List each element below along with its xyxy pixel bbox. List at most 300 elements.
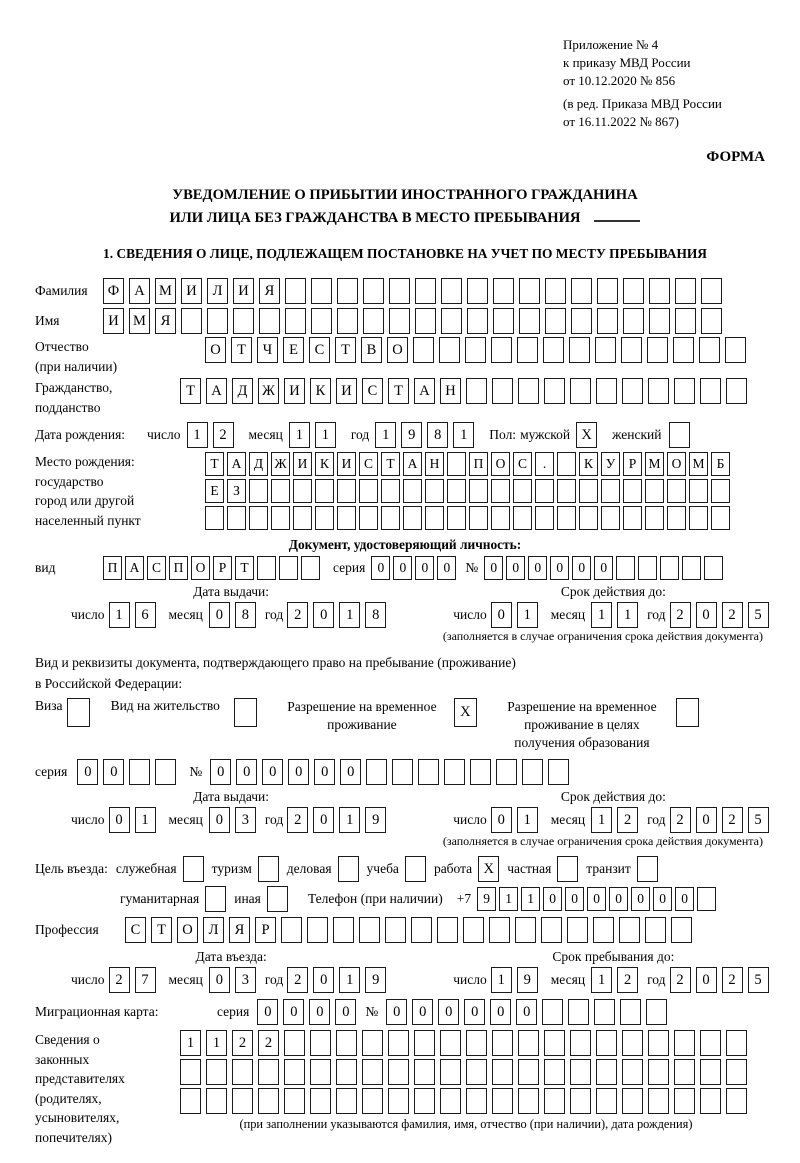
char-box[interactable]: Я xyxy=(155,308,176,334)
char-box[interactable]: С xyxy=(359,452,378,476)
char-box[interactable] xyxy=(359,479,378,503)
char-box[interactable] xyxy=(674,378,695,404)
char-box[interactable]: 0 xyxy=(412,999,433,1025)
char-box[interactable] xyxy=(596,1030,617,1056)
char-box[interactable] xyxy=(181,308,202,334)
char-box[interactable] xyxy=(271,506,290,530)
char-box[interactable] xyxy=(444,759,465,785)
char-box[interactable] xyxy=(447,479,466,503)
char-box[interactable] xyxy=(700,1030,721,1056)
char-box[interactable] xyxy=(557,479,576,503)
char-box[interactable] xyxy=(465,337,486,363)
char-box[interactable]: Т xyxy=(235,556,254,580)
char-box[interactable] xyxy=(579,479,598,503)
char-box[interactable] xyxy=(284,1059,305,1085)
char-box[interactable]: М xyxy=(155,278,176,304)
char-box[interactable] xyxy=(557,856,578,882)
char-box[interactable]: 1 xyxy=(521,887,540,911)
char-box[interactable] xyxy=(366,759,387,785)
char-box[interactable]: В xyxy=(361,337,382,363)
char-box[interactable] xyxy=(258,1059,279,1085)
char-box[interactable]: 1 xyxy=(135,807,156,833)
char-box[interactable] xyxy=(337,506,356,530)
char-box[interactable] xyxy=(415,278,436,304)
char-box[interactable]: 1 xyxy=(591,602,612,628)
char-box[interactable] xyxy=(440,1030,461,1056)
char-box[interactable] xyxy=(227,506,246,530)
char-box[interactable] xyxy=(232,1088,253,1114)
char-box[interactable] xyxy=(518,1030,539,1056)
char-box[interactable] xyxy=(338,856,359,882)
char-box[interactable] xyxy=(726,1059,747,1085)
char-box[interactable] xyxy=(403,479,422,503)
char-box[interactable]: П xyxy=(169,556,188,580)
char-box[interactable]: К xyxy=(310,378,331,404)
char-box[interactable] xyxy=(363,278,384,304)
char-box[interactable]: 0 xyxy=(314,759,335,785)
char-box[interactable]: 0 xyxy=(109,807,130,833)
char-box[interactable] xyxy=(466,1030,487,1056)
char-box[interactable]: 0 xyxy=(675,887,694,911)
char-box[interactable]: А xyxy=(414,378,435,404)
char-box[interactable] xyxy=(648,1030,669,1056)
char-box[interactable] xyxy=(648,1088,669,1114)
char-box[interactable]: 1 xyxy=(109,602,130,628)
char-box[interactable] xyxy=(492,1030,513,1056)
char-box[interactable] xyxy=(544,378,565,404)
char-box[interactable] xyxy=(337,479,356,503)
char-box[interactable] xyxy=(67,698,90,727)
char-box[interactable]: 1 xyxy=(453,422,474,448)
char-box[interactable]: И xyxy=(337,452,356,476)
char-box[interactable] xyxy=(381,506,400,530)
char-box[interactable]: 0 xyxy=(572,556,591,580)
char-box[interactable] xyxy=(660,556,679,580)
char-box[interactable] xyxy=(645,506,664,530)
char-box[interactable] xyxy=(441,278,462,304)
char-box[interactable] xyxy=(515,917,536,943)
char-box[interactable]: 0 xyxy=(210,759,231,785)
char-box[interactable]: 0 xyxy=(262,759,283,785)
char-box[interactable] xyxy=(697,887,716,911)
char-box[interactable] xyxy=(675,308,696,334)
char-box[interactable]: 1 xyxy=(315,422,336,448)
char-box[interactable] xyxy=(622,1059,643,1085)
char-box[interactable] xyxy=(385,917,406,943)
char-box[interactable]: 2 xyxy=(258,1030,279,1056)
char-box[interactable] xyxy=(545,278,566,304)
char-box[interactable] xyxy=(415,308,436,334)
char-box[interactable]: Ф xyxy=(103,278,124,304)
char-box[interactable]: 2 xyxy=(287,967,308,993)
char-box[interactable] xyxy=(180,1088,201,1114)
char-box[interactable] xyxy=(518,378,539,404)
char-box[interactable]: А xyxy=(125,556,144,580)
char-box[interactable]: . xyxy=(535,452,554,476)
char-box[interactable]: Е xyxy=(283,337,304,363)
char-box[interactable] xyxy=(281,917,302,943)
char-box[interactable]: Ж xyxy=(258,378,279,404)
char-box[interactable]: М xyxy=(129,308,150,334)
char-box[interactable]: 0 xyxy=(594,556,613,580)
char-box[interactable]: 0 xyxy=(77,759,98,785)
char-box[interactable] xyxy=(414,1088,435,1114)
char-box[interactable] xyxy=(596,1088,617,1114)
char-box[interactable]: 0 xyxy=(437,556,456,580)
char-box[interactable]: 2 xyxy=(722,967,743,993)
char-box[interactable] xyxy=(593,917,614,943)
char-box[interactable]: 0 xyxy=(283,999,304,1025)
char-box[interactable]: 0 xyxy=(696,807,717,833)
char-box[interactable] xyxy=(518,1059,539,1085)
char-box[interactable] xyxy=(535,479,554,503)
char-box[interactable] xyxy=(315,506,334,530)
char-box[interactable] xyxy=(623,506,642,530)
char-box[interactable]: 0 xyxy=(464,999,485,1025)
char-box[interactable]: 9 xyxy=(517,967,538,993)
char-box[interactable] xyxy=(425,506,444,530)
char-box[interactable]: А xyxy=(206,378,227,404)
char-box[interactable]: 9 xyxy=(365,967,386,993)
char-box[interactable]: 0 xyxy=(371,556,390,580)
char-box[interactable]: 0 xyxy=(209,807,230,833)
char-box[interactable] xyxy=(544,1030,565,1056)
char-box[interactable] xyxy=(622,378,643,404)
char-box[interactable]: 9 xyxy=(365,807,386,833)
char-box[interactable] xyxy=(519,308,540,334)
char-box[interactable] xyxy=(623,308,644,334)
char-box[interactable]: С xyxy=(125,917,146,943)
char-box[interactable] xyxy=(700,1088,721,1114)
char-box[interactable] xyxy=(233,308,254,334)
char-box[interactable]: А xyxy=(129,278,150,304)
char-box[interactable]: 5 xyxy=(748,967,769,993)
char-box[interactable]: 1 xyxy=(339,967,360,993)
char-box[interactable]: 0 xyxy=(631,887,650,911)
char-box[interactable] xyxy=(513,479,532,503)
char-box[interactable] xyxy=(129,759,150,785)
char-box[interactable] xyxy=(389,278,410,304)
char-box[interactable]: М xyxy=(689,452,708,476)
char-box[interactable]: 0 xyxy=(565,887,584,911)
char-box[interactable]: 5 xyxy=(748,602,769,628)
char-box[interactable]: Я xyxy=(259,278,280,304)
char-box[interactable]: X xyxy=(454,698,477,727)
char-box[interactable] xyxy=(700,1059,721,1085)
char-box[interactable]: 0 xyxy=(491,602,512,628)
char-box[interactable]: 0 xyxy=(340,759,361,785)
char-box[interactable] xyxy=(205,506,224,530)
char-box[interactable] xyxy=(597,308,618,334)
char-box[interactable]: 0 xyxy=(393,556,412,580)
char-box[interactable] xyxy=(544,1059,565,1085)
char-box[interactable] xyxy=(619,917,640,943)
char-box[interactable]: С xyxy=(513,452,532,476)
char-box[interactable] xyxy=(359,917,380,943)
char-box[interactable] xyxy=(493,278,514,304)
char-box[interactable]: Б xyxy=(711,452,730,476)
char-box[interactable]: 3 xyxy=(235,967,256,993)
char-box[interactable] xyxy=(271,479,290,503)
char-box[interactable] xyxy=(557,452,576,476)
char-box[interactable]: О xyxy=(191,556,210,580)
char-box[interactable] xyxy=(285,308,306,334)
char-box[interactable]: 0 xyxy=(528,556,547,580)
char-box[interactable]: С xyxy=(362,378,383,404)
char-box[interactable] xyxy=(493,308,514,334)
char-box[interactable] xyxy=(336,1088,357,1114)
char-box[interactable] xyxy=(463,917,484,943)
char-box[interactable] xyxy=(667,506,686,530)
char-box[interactable] xyxy=(403,506,422,530)
char-box[interactable]: 0 xyxy=(543,887,562,911)
char-box[interactable] xyxy=(315,479,334,503)
char-box[interactable] xyxy=(711,506,730,530)
char-box[interactable] xyxy=(699,337,720,363)
char-box[interactable]: 2 xyxy=(232,1030,253,1056)
char-box[interactable] xyxy=(491,479,510,503)
char-box[interactable] xyxy=(569,337,590,363)
char-box[interactable] xyxy=(674,1088,695,1114)
char-box[interactable]: Т xyxy=(335,337,356,363)
char-box[interactable] xyxy=(249,506,268,530)
char-box[interactable] xyxy=(601,479,620,503)
char-box[interactable]: 0 xyxy=(484,556,503,580)
char-box[interactable] xyxy=(671,917,692,943)
char-box[interactable] xyxy=(310,1059,331,1085)
char-box[interactable]: 0 xyxy=(288,759,309,785)
char-box[interactable] xyxy=(646,999,667,1025)
char-box[interactable] xyxy=(207,308,228,334)
char-box[interactable]: И xyxy=(181,278,202,304)
char-box[interactable] xyxy=(648,1059,669,1085)
char-box[interactable] xyxy=(293,506,312,530)
char-box[interactable] xyxy=(567,917,588,943)
char-box[interactable] xyxy=(183,856,204,882)
char-box[interactable] xyxy=(645,479,664,503)
char-box[interactable]: 0 xyxy=(313,807,334,833)
char-box[interactable] xyxy=(570,1088,591,1114)
char-box[interactable] xyxy=(704,556,723,580)
char-box[interactable]: 1 xyxy=(517,807,538,833)
char-box[interactable] xyxy=(689,479,708,503)
char-box[interactable]: 2 xyxy=(287,602,308,628)
char-box[interactable] xyxy=(645,917,666,943)
char-box[interactable] xyxy=(466,1059,487,1085)
char-box[interactable] xyxy=(425,479,444,503)
char-box[interactable]: Н xyxy=(440,378,461,404)
char-box[interactable]: У xyxy=(601,452,620,476)
char-box[interactable]: 8 xyxy=(427,422,448,448)
char-box[interactable]: 8 xyxy=(235,602,256,628)
char-box[interactable] xyxy=(258,856,279,882)
char-box[interactable] xyxy=(285,278,306,304)
char-box[interactable] xyxy=(439,337,460,363)
char-box[interactable]: 1 xyxy=(517,602,538,628)
char-box[interactable]: 1 xyxy=(499,887,518,911)
char-box[interactable]: 0 xyxy=(653,887,672,911)
char-box[interactable] xyxy=(544,1088,565,1114)
char-box[interactable] xyxy=(337,308,358,334)
char-box[interactable] xyxy=(310,1088,331,1114)
char-box[interactable] xyxy=(570,1059,591,1085)
char-box[interactable] xyxy=(620,999,641,1025)
char-box[interactable] xyxy=(689,506,708,530)
char-box[interactable] xyxy=(469,506,488,530)
char-box[interactable]: 2 xyxy=(617,807,638,833)
char-box[interactable] xyxy=(205,886,226,912)
char-box[interactable] xyxy=(249,479,268,503)
char-box[interactable] xyxy=(669,422,690,448)
char-box[interactable]: 1 xyxy=(591,807,612,833)
char-box[interactable]: О xyxy=(205,337,226,363)
char-box[interactable] xyxy=(258,1088,279,1114)
char-box[interactable]: 8 xyxy=(365,602,386,628)
char-box[interactable]: О xyxy=(667,452,686,476)
char-box[interactable] xyxy=(596,378,617,404)
char-box[interactable] xyxy=(414,1030,435,1056)
char-box[interactable] xyxy=(541,917,562,943)
char-box[interactable] xyxy=(649,278,670,304)
char-box[interactable] xyxy=(467,278,488,304)
char-box[interactable]: Т xyxy=(388,378,409,404)
char-box[interactable] xyxy=(548,759,569,785)
char-box[interactable]: 0 xyxy=(438,999,459,1025)
char-box[interactable] xyxy=(388,1030,409,1056)
char-box[interactable]: 1 xyxy=(187,422,208,448)
char-box[interactable]: А xyxy=(227,452,246,476)
char-box[interactable] xyxy=(542,999,563,1025)
char-box[interactable] xyxy=(413,337,434,363)
char-box[interactable]: X xyxy=(576,422,597,448)
char-box[interactable]: Т xyxy=(180,378,201,404)
char-box[interactable] xyxy=(649,308,670,334)
char-box[interactable] xyxy=(543,337,564,363)
char-box[interactable]: 9 xyxy=(477,887,496,911)
char-box[interactable] xyxy=(675,278,696,304)
char-box[interactable] xyxy=(622,1088,643,1114)
char-box[interactable]: 0 xyxy=(309,999,330,1025)
char-box[interactable] xyxy=(594,999,615,1025)
char-box[interactable]: С xyxy=(309,337,330,363)
char-box[interactable] xyxy=(307,917,328,943)
char-box[interactable]: 1 xyxy=(180,1030,201,1056)
char-box[interactable]: Я xyxy=(229,917,250,943)
char-box[interactable]: 0 xyxy=(386,999,407,1025)
char-box[interactable] xyxy=(667,479,686,503)
char-box[interactable] xyxy=(492,1088,513,1114)
char-box[interactable]: 7 xyxy=(135,967,156,993)
char-box[interactable] xyxy=(522,759,543,785)
char-box[interactable] xyxy=(155,759,176,785)
char-box[interactable] xyxy=(489,917,510,943)
char-box[interactable] xyxy=(447,452,466,476)
char-box[interactable]: 1 xyxy=(375,422,396,448)
char-box[interactable] xyxy=(411,917,432,943)
char-box[interactable]: М xyxy=(645,452,664,476)
char-box[interactable]: 6 xyxy=(135,602,156,628)
char-box[interactable]: 0 xyxy=(415,556,434,580)
char-box[interactable] xyxy=(491,506,510,530)
char-box[interactable] xyxy=(440,1088,461,1114)
char-box[interactable] xyxy=(284,1030,305,1056)
char-box[interactable]: X xyxy=(478,856,499,882)
char-box[interactable]: П xyxy=(103,556,122,580)
char-box[interactable] xyxy=(623,278,644,304)
char-box[interactable] xyxy=(293,479,312,503)
char-box[interactable] xyxy=(388,1088,409,1114)
char-box[interactable] xyxy=(700,378,721,404)
char-box[interactable] xyxy=(392,759,413,785)
char-box[interactable] xyxy=(492,1059,513,1085)
char-box[interactable]: 5 xyxy=(748,807,769,833)
char-box[interactable]: 3 xyxy=(235,807,256,833)
char-box[interactable] xyxy=(418,759,439,785)
char-box[interactable] xyxy=(601,506,620,530)
char-box[interactable] xyxy=(648,378,669,404)
char-box[interactable] xyxy=(496,759,517,785)
char-box[interactable]: К xyxy=(579,452,598,476)
char-box[interactable]: 1 xyxy=(339,807,360,833)
char-box[interactable]: Д xyxy=(249,452,268,476)
char-box[interactable]: П xyxy=(469,452,488,476)
char-box[interactable] xyxy=(467,308,488,334)
char-box[interactable] xyxy=(259,308,280,334)
char-box[interactable]: 0 xyxy=(257,999,278,1025)
char-box[interactable] xyxy=(673,337,694,363)
char-box[interactable] xyxy=(535,506,554,530)
char-box[interactable]: 2 xyxy=(722,602,743,628)
char-box[interactable] xyxy=(232,1059,253,1085)
char-box[interactable] xyxy=(621,337,642,363)
char-box[interactable]: 1 xyxy=(591,967,612,993)
char-box[interactable] xyxy=(362,1030,383,1056)
char-box[interactable] xyxy=(362,1059,383,1085)
char-box[interactable]: 1 xyxy=(206,1030,227,1056)
char-box[interactable] xyxy=(623,479,642,503)
char-box[interactable] xyxy=(518,1088,539,1114)
char-box[interactable] xyxy=(557,506,576,530)
char-box[interactable]: 0 xyxy=(587,887,606,911)
char-box[interactable] xyxy=(466,378,487,404)
char-box[interactable] xyxy=(491,337,512,363)
char-box[interactable] xyxy=(726,1088,747,1114)
char-box[interactable] xyxy=(469,479,488,503)
char-box[interactable]: Ч xyxy=(257,337,278,363)
char-box[interactable]: 0 xyxy=(236,759,257,785)
char-box[interactable] xyxy=(570,378,591,404)
char-box[interactable]: 0 xyxy=(491,807,512,833)
char-box[interactable]: Е xyxy=(205,479,224,503)
char-box[interactable]: А xyxy=(403,452,422,476)
char-box[interactable]: 0 xyxy=(335,999,356,1025)
char-box[interactable] xyxy=(333,917,354,943)
char-box[interactable] xyxy=(676,698,699,727)
char-box[interactable] xyxy=(336,1030,357,1056)
char-box[interactable]: 2 xyxy=(213,422,234,448)
char-box[interactable] xyxy=(517,337,538,363)
char-box[interactable] xyxy=(180,1059,201,1085)
char-box[interactable]: Л xyxy=(207,278,228,304)
char-box[interactable]: Т xyxy=(151,917,172,943)
char-box[interactable] xyxy=(405,856,426,882)
char-box[interactable] xyxy=(311,308,332,334)
char-box[interactable]: К xyxy=(315,452,334,476)
char-box[interactable] xyxy=(389,308,410,334)
char-box[interactable] xyxy=(682,556,701,580)
char-box[interactable]: И xyxy=(284,378,305,404)
char-box[interactable]: 0 xyxy=(550,556,569,580)
